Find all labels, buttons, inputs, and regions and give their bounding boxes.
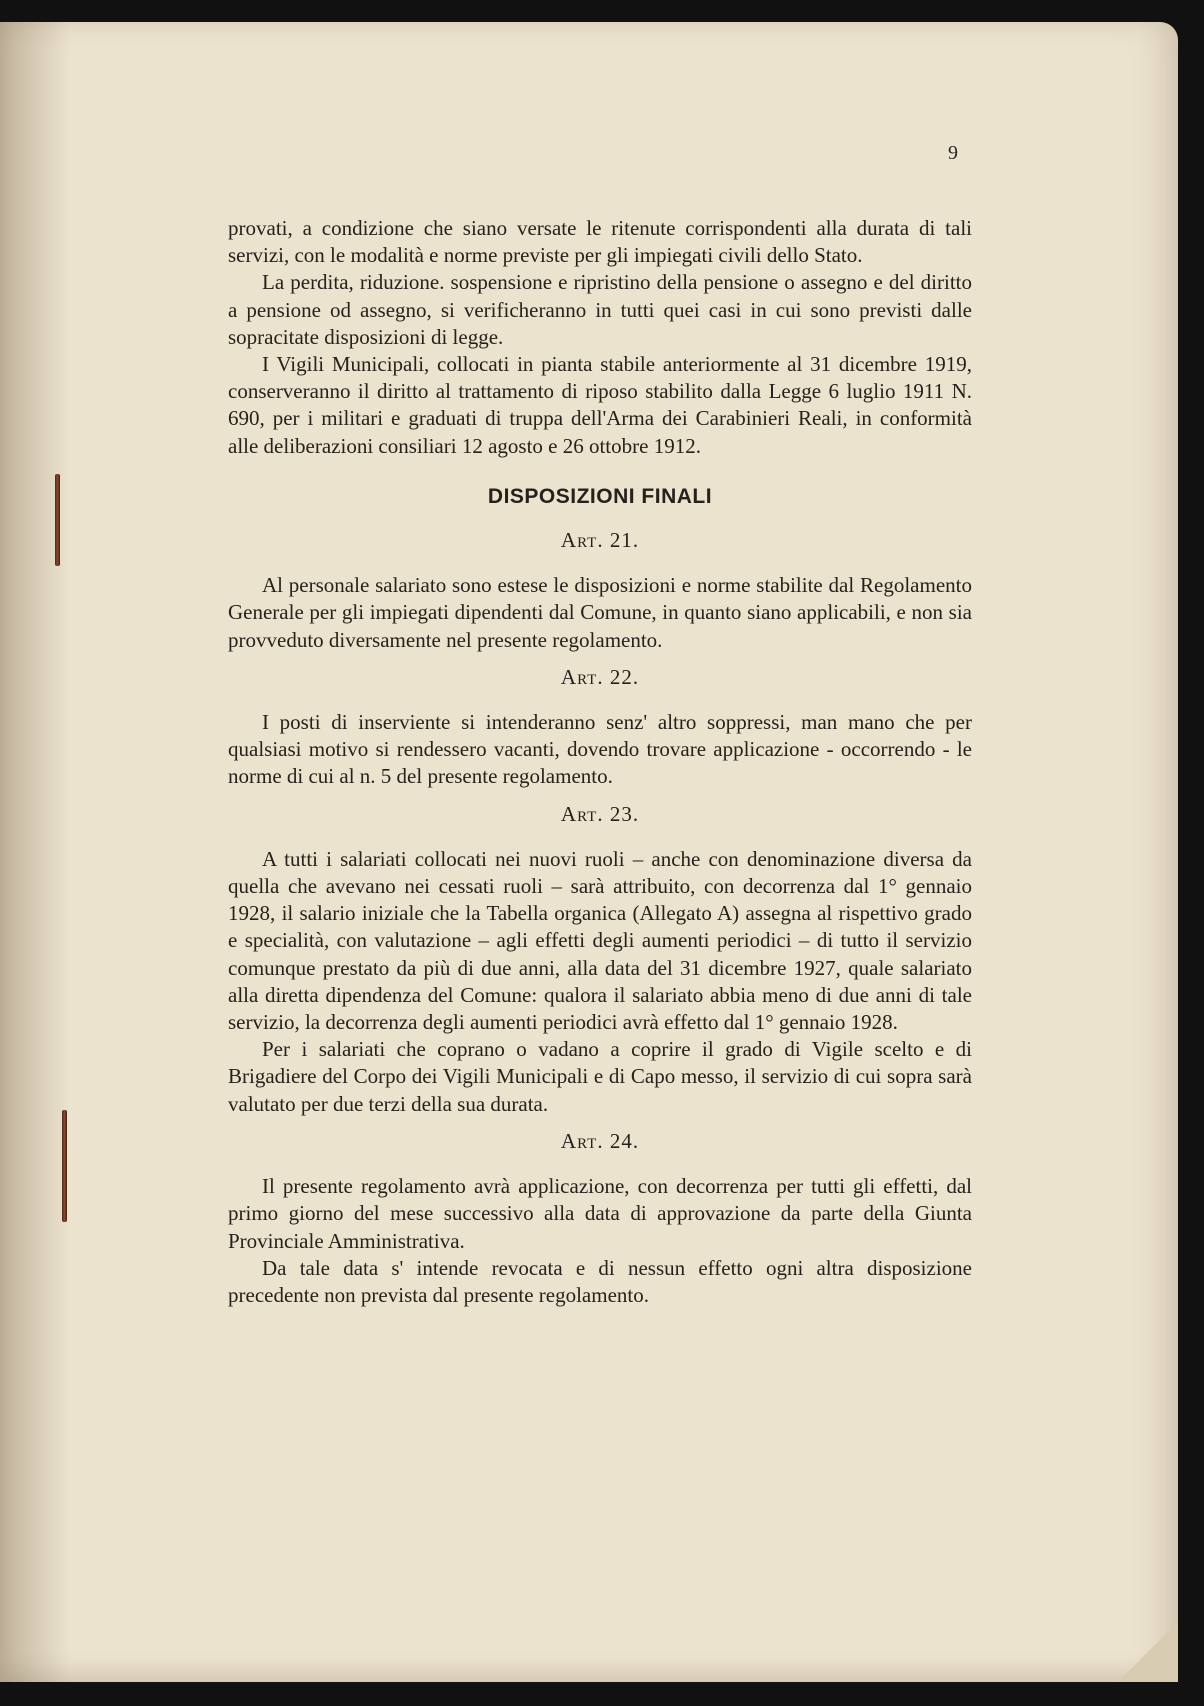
staple — [62, 1110, 67, 1222]
article-title: Art. 23. — [560, 801, 640, 826]
binding-gutter — [0, 22, 70, 1682]
page-corner — [1118, 1622, 1178, 1682]
page-number: 9 — [948, 142, 958, 164]
paragraph: Il presente regolamento avrà applicazione, con decorrenza per tutti gli effetti, dal primo giorno del mese successivo alla data di approvazione da parte della Giunta Provinciale Amministrativa. — [228, 1174, 972, 1253]
staple — [55, 474, 60, 566]
article-title: Art. 21. — [560, 528, 640, 553]
paragraph: I posti di inserviente si intenderanno senz' altro soppressi, man mano che per qualsiasi motivo si rendessero vacanti, dovendo trovare applicazione - occorrendo - le norme di cui al n. 5 del presente regolamento. — [228, 710, 972, 789]
paragraph: Per i salariati che coprano o vadano a coprire il grado di Vigile scelto e di Brigadiere del Corpo dei Vigili Municipali e di Capo messo, il servizio di cui sopra sarà valutato per due terzi della sua durata. — [228, 1037, 972, 1116]
section-heading: DISPOSIZIONI FINALI — [487, 484, 713, 508]
paragraph: Al personale salariato sono estese le disposizioni e norme stabilite dal Regolamento Generale per gli impiegati dipendenti dal Comune, in quanto siano applicabili, e non sia provveduto diversamente nel presente regolamento. — [228, 573, 972, 652]
article-title: Art. 22. — [560, 664, 640, 689]
paragraph: A tutti i salariati collocati nei nuovi ruoli – anche con denominazione diversa da quella che avevano nei cessati ruoli – sarà attribuito, con decorrenza dal 1° gennaio 1928, il salario iniziale che la Tabella organica (Allegato A) assegna al rispettivo grado e specialità, con valutazione – agli effetti degli aumenti periodici – di tutto il servizio comunque prestato da più di due anni, alla data del 31 dicembre 1927, quale salariato alla diretta dipendenza del Comune: qualora il salariato abbia meno di due anni di tale servizio, la decorrenza degli aumenti periodici avrà effetto dal 1° gennaio 1928. — [228, 846, 972, 1035]
paragraph: La perdita, riduzione. sospensione e ripristino della pensione o assegno e del diritto a pensione od assegno, si verificheranno in tutti quei casi in cui sono previsti dalle sopracitate disposizioni di legge. — [228, 270, 972, 349]
body-text — [228, 215, 972, 1309]
article-title: Art. 24. — [560, 1128, 640, 1153]
paragraph: I Vigili Municipali, collocati in pianta stabile anteriormente al 31 dicembre 1919, conserveranno il diritto al trattamento di riposo stabilito dalla Legge 6 luglio 1911 N. 690, per i militari e graduati di truppa dell'Arma dei Carabinieri Reali, in conformità alle deliberazioni consiliari 12 agosto e 26 ottobre 1912. — [228, 352, 972, 458]
paragraph: Da tale data s' intende revocata e di nessun effetto ogni altra disposizione precedente non prevista dal presente regolamento. — [228, 1255, 972, 1307]
paragraph: provati, a condizione che siano versate le ritenute corrispondenti alla durata di tali servizi, con le modalità e norme previste per gli impiegati civili dello Stato. — [228, 216, 972, 268]
